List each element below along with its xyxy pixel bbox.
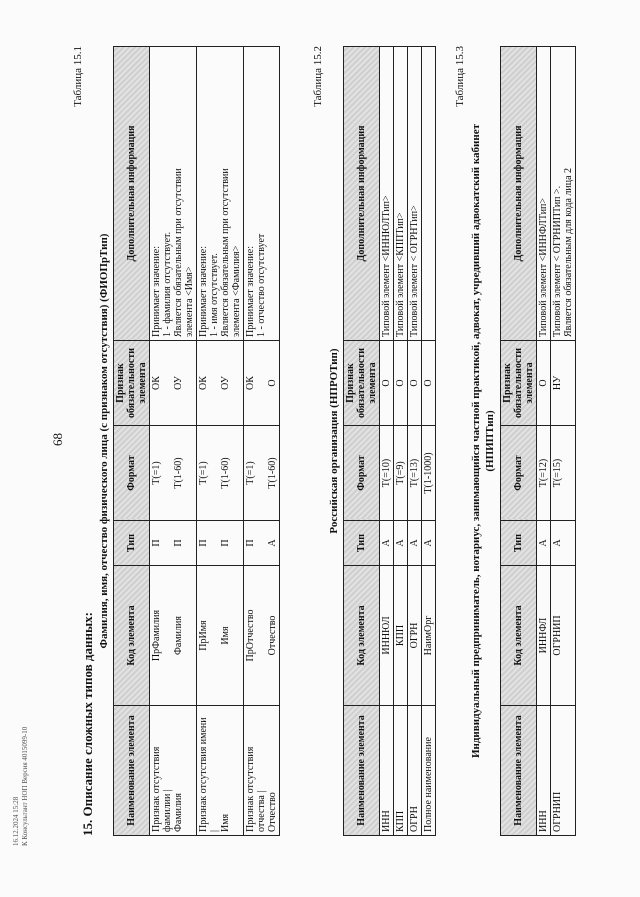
column-header: Наименование элемента — [114, 706, 150, 836]
cell-line: П — [198, 539, 209, 547]
table-cell — [244, 47, 280, 341]
cell-line: Признак отсутствия имени — [198, 717, 209, 832]
cell-line — [162, 429, 173, 517]
cell-line: Принимает значение: — [151, 245, 162, 337]
cell-line: фамилии | — [162, 789, 173, 832]
cell-line: ПрФамилия — [151, 609, 162, 662]
column-header: Тип — [501, 521, 537, 566]
table-cell: А — [408, 521, 422, 566]
cell-line — [209, 569, 220, 702]
table-cell — [422, 47, 436, 341]
column-header: Код элемента — [344, 566, 380, 706]
table-row — [150, 47, 197, 836]
column-header: Формат — [344, 426, 380, 521]
table-cell: НУ — [551, 341, 576, 426]
table-cell: T(1-1000) — [422, 426, 436, 521]
table-cell: А — [394, 521, 408, 566]
cell-line: T(1-60) — [267, 457, 278, 489]
table-row — [551, 47, 576, 836]
column-header: Формат — [501, 426, 537, 521]
cell-line: Является обязательным при отсутствии — [220, 168, 231, 337]
table2-caption: Таблица 15.2 — [312, 46, 324, 107]
table-cell — [197, 426, 244, 521]
column-header: Наименование элемента — [344, 706, 380, 836]
table-row — [394, 47, 408, 836]
table2-title: Российская организация (НПРОТип) — [328, 348, 340, 534]
cell-line: Принимает значение: — [245, 245, 256, 337]
cell-line: элемента <Фамилия> — [231, 245, 242, 337]
table1 — [113, 46, 280, 836]
cell-line: | — [209, 829, 220, 832]
table-cell — [197, 47, 244, 341]
table-cell: ИНН — [380, 706, 394, 836]
column-header: Признак обязательности элемента — [501, 341, 537, 426]
table-cell — [244, 706, 280, 836]
table-cell: О — [380, 341, 394, 426]
table-cell: Типовой элемент < ОГРНТип> — [408, 47, 422, 341]
table-cell: T(=9) — [394, 426, 408, 521]
table-cell: КПП — [394, 706, 408, 836]
table-cell: О — [394, 341, 408, 426]
table-cell — [150, 521, 197, 566]
table-cell — [150, 566, 197, 706]
table-cell: ИНН — [537, 706, 551, 836]
table-cell — [150, 706, 197, 836]
cell-line — [256, 569, 267, 702]
column-header: Код элемента — [501, 566, 537, 706]
table-cell — [244, 566, 280, 706]
table-cell — [197, 706, 244, 836]
footer-line: 16.12.2024 15:28 — [12, 796, 20, 846]
cell-line: Отчество — [267, 615, 278, 656]
table-cell: ОГРНИП — [551, 566, 576, 706]
footer-line: К Консультант НОП Версия 4015099-10 — [21, 726, 29, 846]
table-cell: ИННЮЛ — [380, 566, 394, 706]
column-header: Наименование элемента — [501, 706, 537, 836]
cell-line: ОК — [198, 376, 209, 390]
cell-line — [162, 344, 173, 422]
section-title: 15. Описание сложных типов данных: — [80, 612, 95, 836]
cell-line — [256, 344, 267, 422]
column-header: Код элемента — [114, 566, 150, 706]
cell-line: Типовой элемент < ОГРНИПТип >. — [552, 185, 563, 337]
table-cell: Типовой элемент <КППТип> — [394, 47, 408, 341]
cell-line: ОУ — [220, 376, 231, 390]
cell-line: T(=1) — [245, 461, 256, 485]
cell-line: ПрИмя — [198, 620, 209, 651]
cell-line: ОУ — [173, 376, 184, 390]
table-cell — [244, 426, 280, 521]
cell-line: А — [267, 539, 278, 547]
table-cell: А — [537, 521, 551, 566]
cell-line — [209, 429, 220, 517]
cell-line: T(=1) — [198, 461, 209, 485]
table-row — [244, 47, 280, 836]
table3-caption: Таблица 15.3 — [454, 46, 466, 107]
cell-line: 1 - имя отсутствует. — [209, 253, 220, 337]
table-cell — [551, 47, 576, 341]
table-cell: T(=13) — [408, 426, 422, 521]
table-cell: О — [408, 341, 422, 426]
cell-line — [162, 569, 173, 702]
cell-line — [256, 524, 267, 562]
cell-line: О — [267, 379, 278, 387]
table-cell: А — [551, 521, 576, 566]
table-cell: А — [422, 521, 436, 566]
footer-stamp — [12, 726, 42, 846]
cell-line: 1 - фамилия отсутствует. — [162, 231, 173, 337]
cell-line: П — [151, 539, 162, 547]
table-cell — [150, 341, 197, 426]
cell-line — [209, 344, 220, 422]
cell-line: П — [245, 539, 256, 547]
table-cell: О — [537, 341, 551, 426]
column-header: Дополнительная информация — [501, 47, 537, 341]
cell-line — [256, 429, 267, 517]
table-cell: ОГРН — [408, 706, 422, 836]
cell-line: П — [220, 539, 231, 547]
cell-line: отчества | — [256, 790, 267, 832]
column-header: Дополнительная информация — [114, 47, 150, 341]
cell-line: ОК — [151, 376, 162, 390]
table1-title: Фамилия, имя, отчество физического лица (с признаком отсутствия) (ФИОПрТип) — [98, 233, 110, 649]
cell-line: T(=1) — [151, 461, 162, 485]
cell-line: Имя — [220, 626, 231, 645]
cell-line: П — [173, 539, 184, 547]
table2 — [343, 46, 436, 836]
table-cell: ИННФЛ — [537, 566, 551, 706]
table-cell: О — [422, 341, 436, 426]
table-cell — [244, 521, 280, 566]
table3-title-line1: Индивидуальный предприниматель, нотариус, занимающийся частной практикой, адвокат, учредивший адвокатский кабинет — [470, 123, 482, 759]
table-row — [537, 47, 551, 836]
page-number: 68 — [50, 433, 65, 446]
table-cell — [150, 47, 197, 341]
cell-line: Является обязательным для кода лица 2 — [563, 167, 574, 337]
table-cell — [197, 521, 244, 566]
table-cell — [197, 566, 244, 706]
column-header: Дополнительная информация — [344, 47, 380, 341]
cell-line: T(1-60) — [173, 457, 184, 489]
table-cell: ОГРН — [408, 566, 422, 706]
cell-line: Признак отсутствия — [245, 746, 256, 832]
table3 — [500, 46, 576, 836]
cell-line: Фамилия — [173, 616, 184, 655]
column-header: Признак обязательности элемента — [114, 341, 150, 426]
table-row — [408, 47, 422, 836]
cell-line: Типовой элемент <ИННФЛТип> — [538, 197, 549, 337]
table-row — [422, 47, 436, 836]
table-cell: Полное наименование — [422, 706, 436, 836]
cell-line: Принимает значение: — [198, 245, 209, 337]
table-cell — [150, 426, 197, 521]
cell-line: Отчество — [267, 792, 278, 832]
table-cell — [244, 341, 280, 426]
cell-line: Признак отсутствия — [151, 746, 162, 832]
cell-line: Имя — [220, 813, 231, 832]
cell-line: Является обязательным при отсутствии — [173, 168, 184, 337]
rotated-content — [50, 46, 610, 846]
table-row — [380, 47, 394, 836]
table-cell — [197, 341, 244, 426]
table1-caption: Таблица 15.1 — [72, 46, 84, 107]
cell-line: 1 - отчество отсутствует — [256, 233, 267, 337]
cell-line — [162, 524, 173, 562]
cell-line — [209, 524, 220, 562]
table-cell: ОГРНИП — [551, 706, 576, 836]
column-header: Тип — [344, 521, 380, 566]
cell-line: элемента <Имя> — [184, 266, 195, 337]
table-cell: Типовой элемент <ИННЮЛТип> — [380, 47, 394, 341]
table-cell: T(=10) — [380, 426, 394, 521]
table-cell: T(=15) — [551, 426, 576, 521]
cell-line: T(1-60) — [220, 457, 231, 489]
cell-line: Фамилия — [173, 793, 184, 832]
table-cell: T(=12) — [537, 426, 551, 521]
table3-title-line2: (НПИПТип) — [484, 410, 496, 472]
cell-line: ОК — [245, 376, 256, 390]
table-cell — [537, 47, 551, 341]
table-cell: НаимОрг — [422, 566, 436, 706]
column-header: Тип — [114, 521, 150, 566]
table-cell: КПП — [394, 566, 408, 706]
column-header: Формат — [114, 426, 150, 521]
table-cell: А — [380, 521, 394, 566]
cell-line: ПрОтчество — [245, 609, 256, 662]
column-header: Признак обязательности элемента — [344, 341, 380, 426]
table-row — [197, 47, 244, 836]
